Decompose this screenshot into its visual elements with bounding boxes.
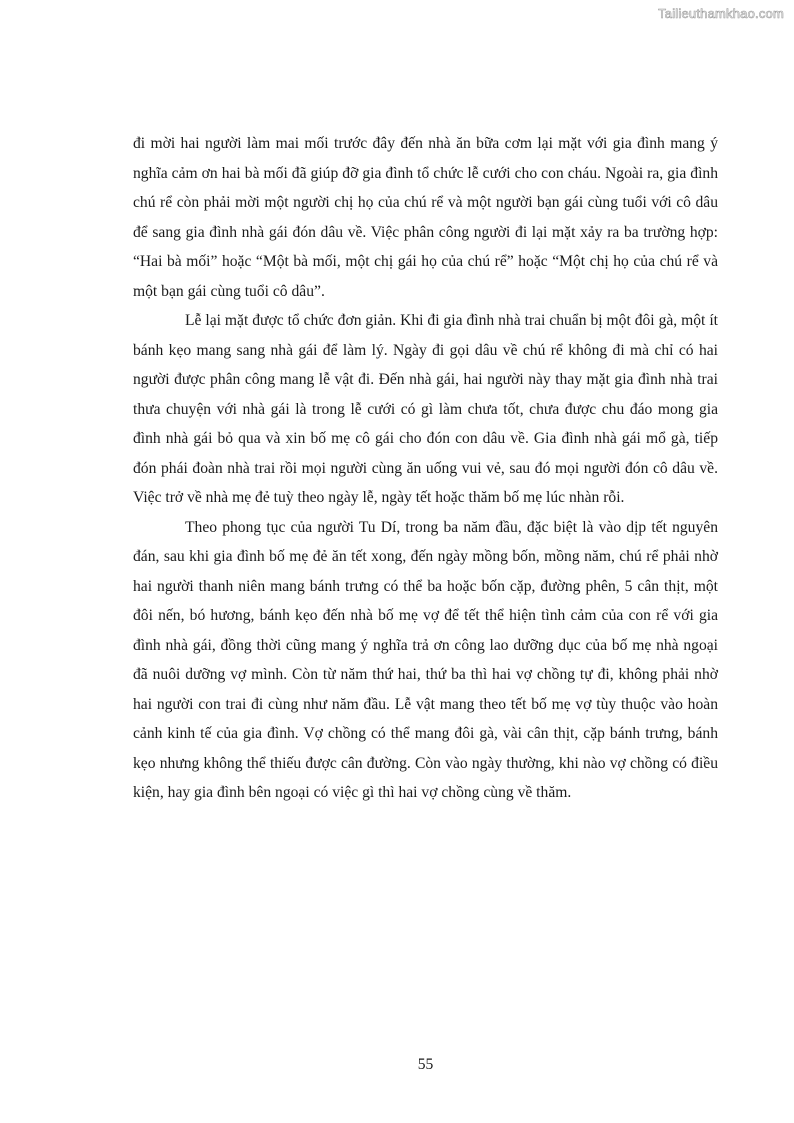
watermark-text: Tailieuthamkhao.com	[658, 6, 784, 21]
page-body	[133, 129, 718, 808]
paragraph-phong-tuc: Theo phong tục của người Tu Dí, trong ba năm đầu, đặc biệt là vào dịp tết nguyên đán, sau khi gia đình bố mẹ đẻ ăn tết xong, đến ngày mồng bốn, mồng năm, chú rể phải nhờ hai người thanh niên mang bánh trưng có thể ba hoặc bốn cặp, đường phên, 5 cân thịt, một đôi nến, bó hương, bánh kẹo đến nhà bố mẹ vợ để tết thể hiện tình cảm của con rể với gia đình nhà gái, đồng thời cũng mang ý nghĩa trả ơn công lao dưỡng dục của bố mẹ nhà ngoại đã nuôi dưỡng vợ mình. Còn từ năm thứ hai, thứ ba thì hai vợ chồng tự đi, không phải nhờ hai người con trai đi cùng như năm đầu. Lễ vật mang theo tết bố mẹ vợ tùy thuộc vào hoàn cảnh kinh tế của gia đình. Vợ chồng có thể mang đôi gà, vài cân thịt, cặp bánh trưng, bánh kẹo nhưng không thể thiếu được cân đường. Còn vào ngày thường, khi nào vợ chồng có điều kiện, hay gia đình bên ngoại có việc gì thì hai vợ chồng cùng về thăm.	[133, 518, 718, 801]
page-number: 55	[417, 1056, 434, 1073]
paragraph-continuation: đi mời hai người làm mai mối trước đây đến nhà ăn bữa cơm lại mặt với gia đình mang ý nghĩa cảm ơn hai bà mối đã giúp đỡ gia đình tổ chức lễ cưới cho con cháu. Ngoài ra, gia đình chú rể còn phải mời một người chị họ của chú rể và một người bạn gái cùng tuổi với cô dâu để sang gia đình nhà gái đón dâu về. Việc phân công người đi lại mặt xảy ra ba trường hợp: “Hai bà mối” hoặc “Một bà mối, một chị gái họ của chú rể” hoặc “Một chị họ của chú rể và một bạn gái cùng tuổi cô dâu”.	[133, 135, 718, 300]
paragraph-lai-mat: Lễ lại mặt được tổ chức đơn giản. Khi đi gia đình nhà trai chuẩn bị một đôi gà, một ít bánh kẹo mang sang nhà gái để làm lý. Ngày đi gọi dâu về chú rể không đi mà chỉ có hai người được phân công mang lễ vật đi. Đến nhà gái, hai người này thay mặt gia đình nhà trai thưa chuyện với nhà gái là trong lễ cưới có gì làm chưa tốt, chưa được chu đáo mong gia đình nhà gái bỏ qua và xin bố mẹ cô gái cho đón con dâu về. Gia đình nhà gái mổ gà, tiếp đón phái đoàn nhà trai rồi mọi người cùng ăn uống vui vẻ, sau đó mọi người đón cô dâu về. Việc trở về nhà mẹ đẻ tuỳ theo ngày lễ, ngày tết hoặc thăm bố mẹ lúc nhàn rỗi.	[133, 312, 718, 506]
